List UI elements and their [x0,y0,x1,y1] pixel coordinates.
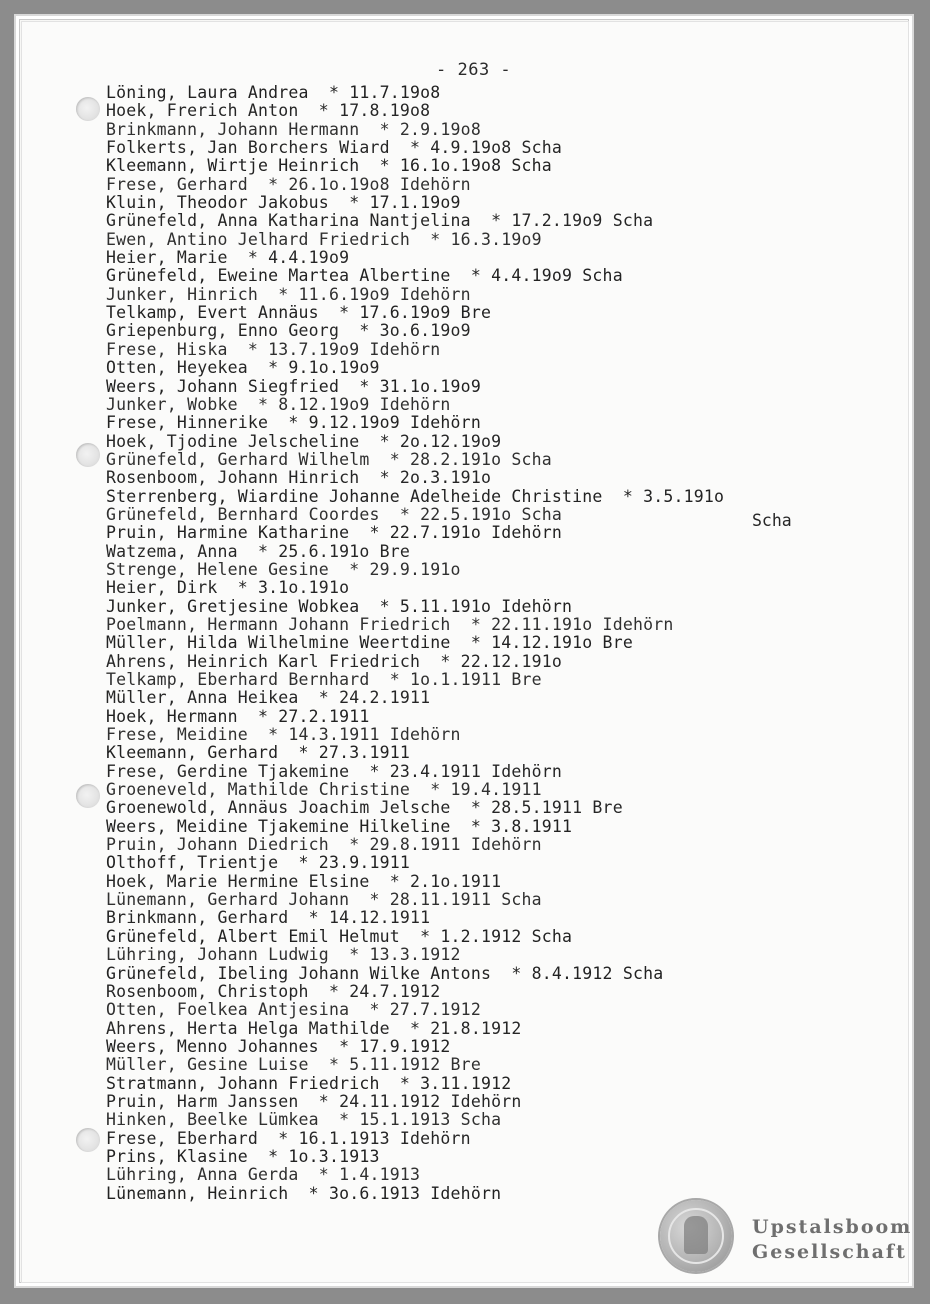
register-entry: Grünefeld, Gerhard Wilhelm * 28.2.191o Scha [106,449,552,469]
register-entry: Brinkmann, Johann Hermann * 2.9.19o8 [106,119,481,139]
register-entry: Kleemann, Gerhard * 27.3.1911 [106,743,411,763]
register-entry: Löning, Laura Andrea * 11.7.19o8 [106,83,441,102]
register-entry: Hinken, Beelke Lümkea * 15.1.1913 Scha [106,1110,502,1130]
register-entry: Lühring, Anna Gerda * 1.4.1913 [106,1165,421,1185]
register-entry: Telkamp, Evert Annäus * 17.6.19o9 Bre [106,303,492,323]
register-entry: Lünemann, Gerhard Johann * 28.11.1911 Scha [106,890,542,910]
register-entry: Grünefeld, Albert Emil Helmut * 1.2.1912 Scha [106,926,573,946]
register-entry: Lühring, Johann Ludwig * 13.3.1912 [106,945,461,965]
register-entry: Heier, Dirk * 3.1o.191o [106,578,350,598]
register-list [106,84,724,1203]
register-entry: Frese, Meidine * 14.3.1911 Idehörn [106,725,461,745]
register-entry: Junker, Hinrich * 11.6.19o9 Idehörn [106,284,471,304]
register-entry: Hoek, Hermann * 27.2.1911 [106,706,370,726]
register-entry: Watzema, Anna * 25.6.191o Bre [106,541,411,561]
register-entry: Müller, Anna Heikea * 24.2.1911 [106,688,431,708]
register-entry: Grünefeld, Bernhard Coordes * 22.5.191o Scha [106,504,563,524]
register-entry: Pruin, Harmine Katharine * 22.7.191o Idehörn [106,523,563,543]
register-entry: Hoek, Tjodine Jelscheline * 2o.12.19o9 [106,431,502,451]
register-entry: Sterrenberg, Wiardine Johanne Adelheide Christine * 3.5.191o [106,486,725,506]
register-entry: Otten, Foelkea Antjesina * 27.7.1912 [106,1000,481,1020]
watermark-brand [752,1215,912,1265]
register-entry: Folkerts, Jan Borchers Wiard * 4.9.19o8 Scha [106,138,563,158]
register-entry: Junker, Wobke * 8.12.19o9 Idehörn [106,394,451,414]
register-entry: Stratmann, Johann Friedrich * 3.11.1912 [106,1073,512,1093]
register-entry: Grünefeld, Ibeling Johann Wilke Antons * 8.4.1912 Scha [106,963,664,983]
register-entry: Weers, Menno Johannes * 17.9.1912 [106,1036,451,1056]
page-number: - 263 - [436,60,512,80]
register-entry: Hoek, Marie Hermine Elsine * 2.1o.1911 [106,871,502,891]
register-entry: Weers, Meidine Tjakemine Hilkeline * 3.8.1911 [106,816,573,836]
punch-hole [76,784,100,808]
punch-hole [76,443,100,467]
register-entry: Rosenboom, Johann Hinrich * 2o.3.191o [106,468,492,488]
register-entry: Strenge, Helene Gesine * 29.9.191o [106,559,461,579]
register-entry: Grünefeld, Eweine Martea Albertine * 4.4.19o9 Scha [106,266,623,286]
register-entry: Pruin, Johann Diedrich * 29.8.1911 Idehörn [106,835,542,855]
watermark-line-2: Gesellschaft [752,1241,907,1263]
register-entry: Groeneveld, Mathilde Christine * 19.4.1911 [106,780,542,800]
register-entry: Rosenboom, Christoph * 24.7.1912 [106,981,441,1001]
register-entry: Brinkmann, Gerhard * 14.12.1911 [106,908,431,928]
register-entry: Ahrens, Heinrich Karl Friedrich * 22.12.191o [106,651,563,671]
register-entry: Pruin, Harm Janssen * 24.11.1912 Idehörn [106,1091,522,1111]
register-entry: Poelmann, Hermann Johann Friedrich * 22.11.191o Idehörn [106,614,674,634]
register-entry: Frese, Gerdine Tjakemine * 23.4.1911 Idehörn [106,761,563,781]
register-entry: Frese, Hinnerike * 9.12.19o9 Idehörn [106,413,481,433]
register-entry: Lünemann, Heinrich * 3o.6.1913 Idehörn [106,1183,502,1203]
register-entry: Frese, Eberhard * 16.1.1913 Idehörn [106,1128,471,1148]
punch-hole [76,97,100,121]
register-entry: Hoek, Frerich Anton * 17.8.19o8 [106,101,431,121]
society-seal-icon [660,1200,732,1272]
register-entry: Heier, Marie * 4.4.19o9 [106,248,350,268]
register-entry: Griepenburg, Enno Georg * 3o.6.19o9 [106,321,471,341]
register-entry: Ewen, Antino Jelhard Friedrich * 16.3.19o9 [106,229,542,249]
register-entry: Junker, Gretjesine Wobkea * 5.11.191o Idehörn [106,596,573,616]
register-entry: Otten, Heyekea * 9.1o.19o9 [106,358,380,378]
register-entry: Müller, Gesine Luise * 5.11.1912 Bre [106,1055,481,1075]
register-entry: Telkamp, Eberhard Bernhard * 1o.1.1911 Bre [106,670,542,689]
register-entry: Olthoff, Trientje * 23.9.1911 [106,853,411,873]
register-entry: Müller, Hilda Wilhelmine Weertdine * 14.12.191o Bre [106,633,633,653]
register-entry: Kleemann, Wirtje Heinrich * 16.1o.19o8 Scha [106,156,552,176]
continuation-note: Scha [752,511,792,530]
register-entry: Kluin, Theodor Jakobus * 17.1.19o9 [106,193,461,213]
register-entry: Frese, Hiska * 13.7.19o9 Idehörn [106,339,441,359]
register-entry: Groenewold, Annäus Joachim Jelsche * 28.5.1911 Bre [106,798,623,818]
register-entry: Ahrens, Herta Helga Mathilde * 21.8.1912 [106,1018,522,1038]
register-entry: Prins, Klasine * 1o.3.1913 [106,1146,380,1166]
punch-hole [76,1128,100,1152]
register-entry: Frese, Gerhard * 26.1o.19o8 Idehörn [106,174,471,194]
register-entry: Weers, Johann Siegfried * 31.1o.19o9 [106,376,481,396]
register-entry: Grünefeld, Anna Katharina Nantjelina * 17.2.19o9 Scha [106,211,654,231]
watermark-line-1: Upstalsboom [752,1216,913,1238]
